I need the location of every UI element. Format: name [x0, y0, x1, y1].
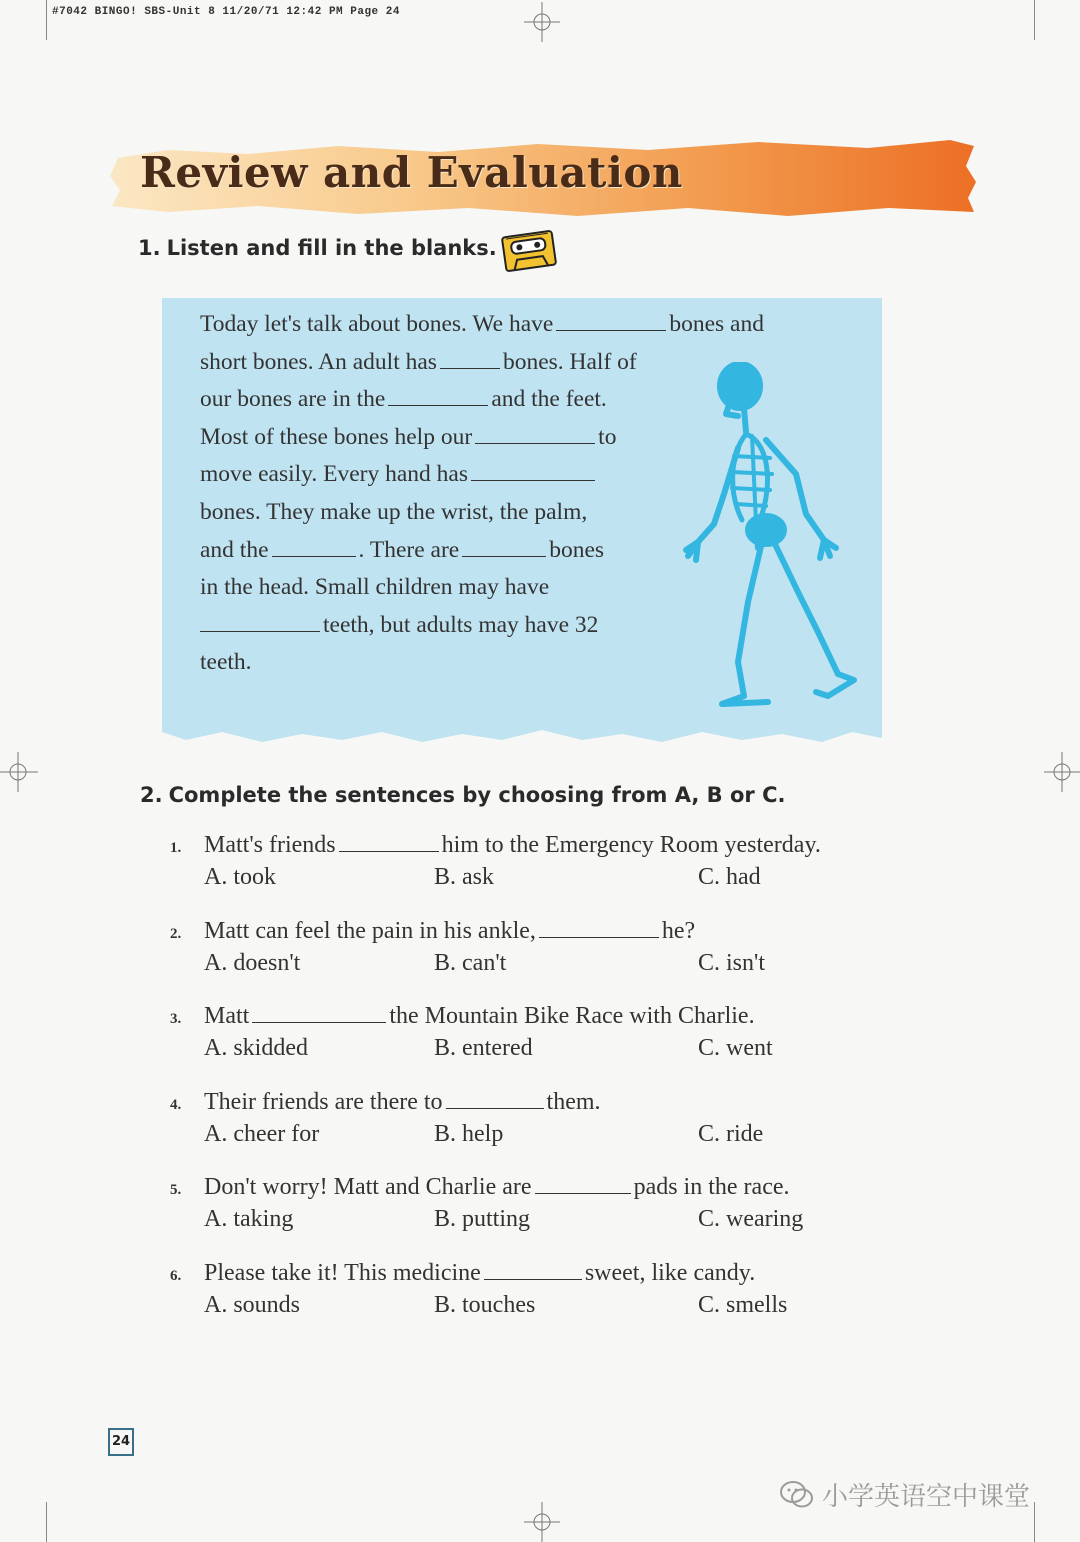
option-b[interactable]: B. putting — [434, 1206, 531, 1232]
question-item — [170, 1089, 930, 1175]
question-stem: Matt the Mountain Bike Race with Charlie. — [204, 1003, 755, 1029]
option-a[interactable]: A. doesn't — [204, 949, 301, 976]
question-stem: Matt can feel the pain in his ankle, he? — [204, 917, 696, 944]
question-item — [170, 1003, 930, 1089]
option-c[interactable]: C. wearing — [698, 1206, 804, 1232]
section-1-number: 1. — [138, 236, 161, 260]
section-1-title: Listen and fill in the blanks. — [166, 236, 497, 260]
question-item — [170, 1260, 930, 1346]
question-stem: Their friends are there to them. — [204, 1088, 601, 1115]
question-stem: Matt's friends him to the Emergency Room yesterday. — [204, 832, 821, 858]
question-stem: Please take it! This medicine sweet, like candy. — [204, 1259, 756, 1286]
cassette-tape-icon — [500, 226, 558, 276]
registration-mark-left — [0, 752, 40, 792]
question-item — [170, 918, 930, 1004]
page-number: 24 — [108, 1428, 134, 1456]
option-c[interactable]: C. smells — [698, 1291, 788, 1318]
trim-line-br — [1034, 1502, 1035, 1542]
trim-line-tr — [1034, 0, 1035, 40]
registration-mark-top — [522, 2, 562, 42]
passage-line: in the head. Small children may have — [200, 574, 550, 601]
passage-line: teeth, but adults may have 32 — [200, 607, 860, 645]
watermark-text: 小学英语空中课堂 — [822, 1482, 1031, 1512]
passage-line: Most of these bones help our to — [200, 423, 617, 450]
passage-line: bones. They make up the wrist, the palm, — [200, 498, 588, 525]
passage-line: our bones are in the and the feet. — [200, 386, 607, 413]
option-b[interactable]: B. entered — [434, 1035, 533, 1061]
question-number: 3. — [170, 1011, 182, 1027]
answer-blank[interactable] — [484, 1261, 582, 1280]
answer-blank[interactable] — [539, 919, 659, 938]
passage-line: teeth. — [200, 649, 252, 676]
question-number: 6. — [170, 1267, 182, 1284]
title-banner — [108, 136, 978, 220]
option-a[interactable]: A. took — [204, 864, 276, 890]
section-2-number: 2. — [140, 783, 163, 807]
passage-line: short bones. An adult has bones. Half of — [200, 348, 637, 375]
walking-skeleton-illustration — [678, 362, 868, 712]
passage-line: Today let's talk about bones. We have bones and — [200, 311, 764, 337]
question-list — [170, 832, 930, 1345]
option-a[interactable]: A. cheer for — [204, 1120, 320, 1147]
answer-blank[interactable] — [200, 613, 320, 632]
answer-blank[interactable] — [446, 1090, 544, 1109]
answer-blank[interactable] — [475, 425, 595, 444]
option-b[interactable]: B. can't — [434, 949, 507, 976]
passage-line: and the . There are bones — [200, 536, 605, 563]
section-1-heading — [138, 236, 497, 260]
answer-blank[interactable] — [252, 1004, 386, 1023]
option-c[interactable]: C. had — [698, 864, 761, 890]
answer-blank[interactable] — [462, 538, 546, 557]
option-c[interactable]: C. isn't — [698, 949, 766, 976]
wechat-icon — [780, 1481, 814, 1509]
registration-mark-right — [1042, 752, 1080, 792]
option-b[interactable]: B. help — [434, 1120, 504, 1147]
question-number: 2. — [170, 925, 182, 942]
answer-blank[interactable] — [388, 387, 488, 406]
answer-blank[interactable] — [535, 1175, 631, 1194]
question-number: 1. — [170, 840, 182, 856]
answer-blank[interactable] — [272, 538, 356, 557]
option-a[interactable]: A. taking — [204, 1206, 294, 1232]
question-item — [170, 832, 930, 918]
option-b[interactable]: B. ask — [434, 864, 494, 890]
registration-mark-bottom — [522, 1502, 562, 1542]
page-title: Review and Evaluation — [140, 148, 683, 197]
question-number: 4. — [170, 1096, 182, 1113]
answer-blank[interactable] — [556, 312, 666, 331]
option-b[interactable]: B. touches — [434, 1291, 536, 1318]
option-c[interactable]: C. went — [698, 1035, 773, 1061]
section-2-title: Complete the sentences by choosing from A, B or C. — [168, 783, 786, 807]
trim-line-tl — [46, 0, 47, 40]
option-a[interactable]: A. sounds — [204, 1291, 301, 1318]
passage-line: move easily. Every hand has — [200, 456, 860, 494]
trim-line-bl — [46, 1502, 47, 1542]
section-2-heading — [140, 783, 785, 807]
question-item — [170, 1174, 930, 1260]
question-number: 5. — [170, 1182, 182, 1198]
question-stem: Don't worry! Matt and Charlie are pads in the race. — [204, 1174, 790, 1200]
answer-blank[interactable] — [339, 833, 439, 852]
option-c[interactable]: C. ride — [698, 1120, 764, 1147]
option-a[interactable]: A. skidded — [204, 1035, 308, 1061]
print-slug: #7042 BINGO! SBS-Unit 8 11/20/71 12:42 PM Page 24 — [52, 6, 400, 18]
answer-blank[interactable] — [471, 462, 595, 481]
watermark — [780, 1476, 1030, 1513]
answer-blank[interactable] — [440, 350, 500, 369]
